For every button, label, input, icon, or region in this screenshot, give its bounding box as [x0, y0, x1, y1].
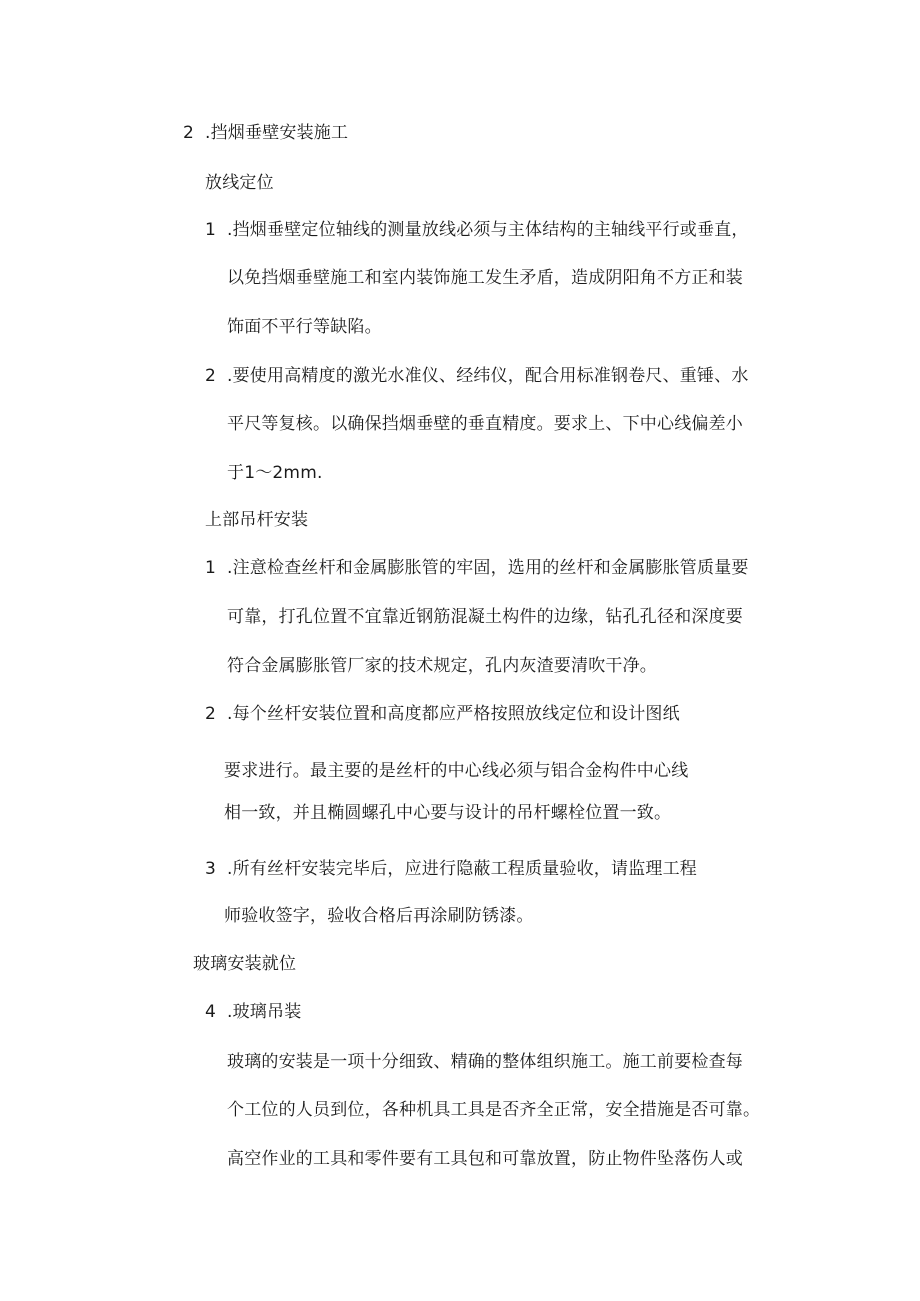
- glass4-heading: [205, 1000, 301, 1024]
- hang3-text1: .所有丝杆安装完毕后，应进行隐蔽工程质量验收，请监理工程: [227, 859, 698, 879]
- glass4-number: 4: [205, 1002, 217, 1022]
- hang1-number: 1: [205, 558, 217, 578]
- section-number: 2: [183, 123, 195, 143]
- pos2-line1: [205, 364, 749, 388]
- pos2-line3: 于1〜2mm.: [227, 463, 323, 483]
- glass4-line3: 高空作业的工具和零件要有工具包和可靠放置，防止物件坠落伤人或: [227, 1149, 743, 1169]
- hang2-number: 2: [205, 704, 217, 724]
- pos1-text1: .挡烟垂壁定位轴线的测量放线必须与主体结构的主轴线平行或垂直，: [227, 220, 749, 240]
- hang3-number: 3: [205, 859, 217, 879]
- hang1-line3: 符合金属膨胀管厂家的技术规定，孔内灰渣要清吹干净。: [227, 656, 657, 676]
- hang3-line2: 师验收签字，验收合格后再涂刷防锈漆。: [224, 906, 534, 926]
- glass4-line2: 个工位的人员到位，各种机具工具是否齐全正常，安全措施是否可靠。: [227, 1100, 761, 1120]
- hang2-text1: .每个丝杆安装位置和高度都应严格按照放线定位和设计图纸: [227, 704, 680, 724]
- hang2-line3: 相一致，并且椭圆螺孔中心要与设计的吊杆螺栓位置一致。: [224, 803, 672, 823]
- subsection-positioning: 放线定位: [205, 173, 274, 193]
- hang2-line1: [205, 702, 680, 726]
- section-title: .挡烟垂壁安装施工: [205, 123, 349, 143]
- section-heading: [183, 121, 348, 145]
- hang2-line2: 要求进行。最主要的是丝杆的中心线必须与铝合金构件中心线: [224, 761, 689, 781]
- pos1-line1: [205, 218, 749, 242]
- hang1-text1: .注意检查丝杆和金属膨胀管的牢固，选用的丝杆和金属膨胀管质量要: [227, 558, 749, 578]
- glass4-line1: 玻璃的安装是一项十分细致、精确的整体组织施工。施工前要检查每: [227, 1052, 743, 1072]
- glass4-title: .玻璃吊装: [227, 1002, 302, 1022]
- pos1-number: 1: [205, 220, 217, 240]
- subsection-hanger: 上部吊杆安装: [205, 510, 309, 530]
- pos1-line2: 以免挡烟垂壁施工和室内装饰施工发生矛盾，造成阴阳角不方正和装: [227, 268, 743, 288]
- pos2-line2: 平尺等复核。以确保挡烟垂壁的垂直精度。要求上、下中心线偏差小: [227, 414, 743, 434]
- subsection-glass: 玻璃安装就位: [193, 954, 297, 974]
- pos2-number: 2: [205, 366, 217, 386]
- hang1-line1: [205, 556, 749, 580]
- hang1-line2: 可靠，打孔位置不宜靠近钢筋混凝土构件的边缘，钻孔孔径和深度要: [227, 607, 743, 627]
- hang3-line1: [205, 857, 697, 881]
- pos1-line3: 饰面不平行等缺陷。: [227, 317, 382, 337]
- pos2-text1: .要使用高精度的激光水准仪、经纬仪，配合用标准钢卷尺、重锤、水: [227, 366, 749, 386]
